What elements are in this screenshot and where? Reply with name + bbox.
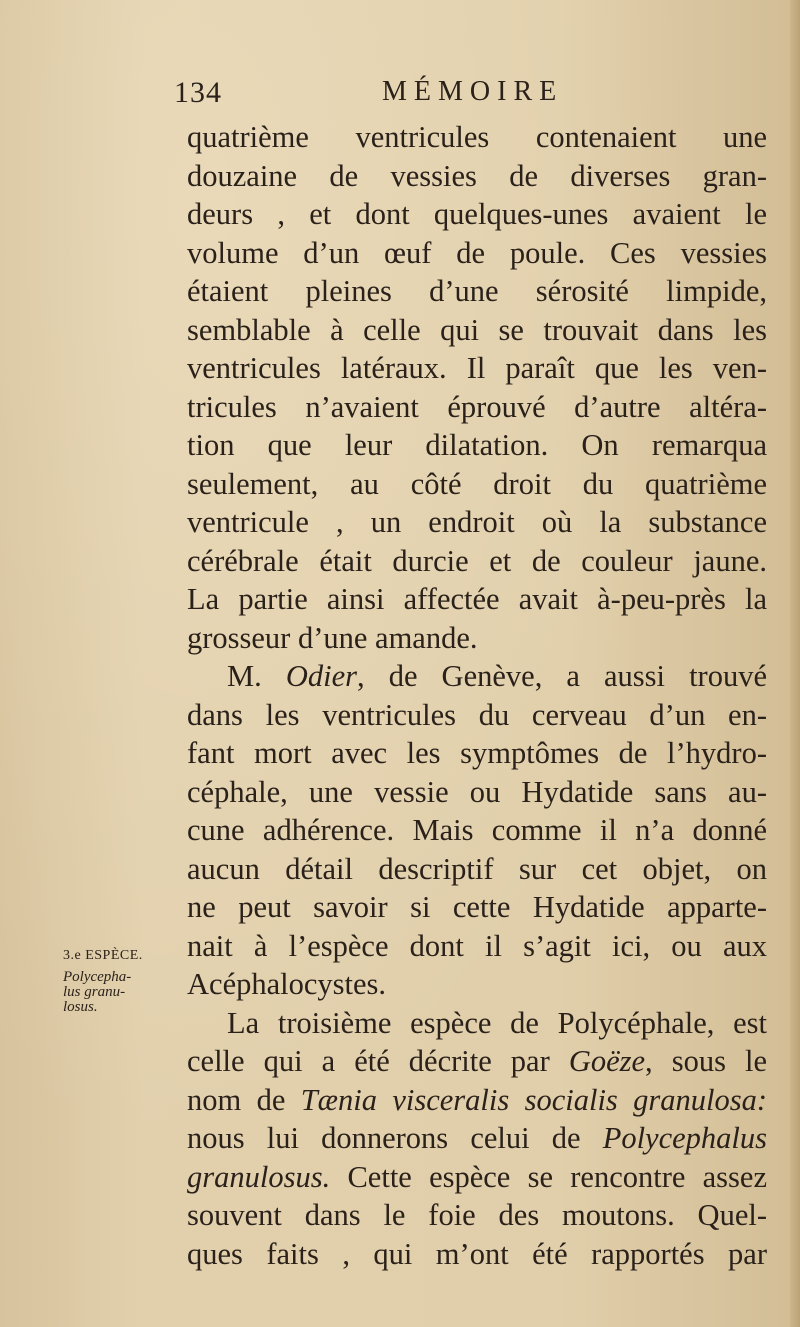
text-line	[187, 850, 767, 889]
text-line	[187, 927, 767, 966]
text-line	[187, 388, 767, 427]
text-line	[187, 503, 767, 542]
text-line	[187, 157, 767, 196]
text-line	[187, 311, 767, 350]
text-segment: dans les ventricules du cerveau d’un en-	[187, 697, 767, 732]
text-line	[187, 195, 767, 234]
text-segment: cune adhérence. Mais comme il n’a donné	[187, 813, 767, 847]
text-segment: tion que leur dilatation. On remarqua	[187, 428, 767, 462]
italic-text: Goëze	[568, 1044, 646, 1078]
text-segment: ne peut savoir si cette Hydatide apparte-	[187, 890, 767, 924]
text-segment: deurs , et dont quelques-unes avaient le	[187, 197, 767, 231]
text-segment: aucun détail descriptif sur cet objet, on	[187, 851, 767, 886]
text-line	[187, 696, 767, 735]
text-segment: nait à l’espèce dont il s’agit ici, ou aux	[187, 928, 767, 963]
margin-note-species-line: losus.	[63, 999, 98, 1015]
text-line	[187, 465, 767, 504]
margin-note-label: 3.e ESPÈCE.	[63, 948, 143, 963]
text-line	[187, 1196, 767, 1235]
text-segment: , de Genève, a aussi trouvé	[357, 659, 767, 693]
text-segment: ques faits , qui m’ont été rapportés par	[187, 1236, 767, 1271]
text-line	[187, 811, 767, 850]
text-segment: douzaine de vessies de diverses gran-	[187, 158, 767, 193]
text-segment: souvent dans le foie des moutons. Quel-	[187, 1198, 767, 1232]
text-segment: céphale, une vessie ou Hydatide sans au-	[187, 774, 767, 809]
text-line	[187, 272, 767, 311]
text-segment: ventricules latéraux. Il paraît que les ven-	[187, 351, 767, 385]
text-line	[187, 965, 767, 1004]
text-segment: quatrième ventricules contenaient une	[187, 120, 767, 154]
text-line	[187, 1081, 767, 1120]
text-segment: semblable à celle qui se trouvait dans les	[187, 312, 767, 347]
body-text	[187, 118, 767, 1273]
text-line	[187, 426, 767, 465]
text-segment: seulement, au côté droit du quatrième	[187, 466, 767, 501]
page-number: 134	[174, 76, 222, 109]
italic-text: granulosus.	[187, 1159, 331, 1194]
text-segment: volume d’un œuf de poule. Ces vessies	[187, 235, 767, 270]
text-line	[187, 1235, 767, 1274]
text-line	[187, 773, 767, 812]
text-line	[187, 542, 767, 581]
text-segment: celle qui a été décrite par	[187, 1044, 569, 1078]
text-segment: tricules n’avaient éprouvé d’autre altéra-	[187, 389, 767, 424]
italic-text: Tænia visceralis socialis granulosa:	[300, 1082, 767, 1117]
text-segment: nom de	[187, 1082, 301, 1117]
text-line	[187, 234, 767, 273]
text-line	[187, 1004, 767, 1043]
running-title: MÉMOIRE	[382, 76, 564, 107]
text-segment: fant mort avec les symptômes de l’hydro-	[187, 736, 767, 770]
text-segment: Cette espèce se rencontre assez	[330, 1159, 767, 1194]
text-line	[187, 580, 767, 619]
text-line	[187, 349, 767, 388]
text-line	[187, 1042, 767, 1081]
text-line	[187, 657, 767, 696]
italic-text: Odier	[285, 659, 357, 693]
text-segment: étaient pleines d’une sérosité limpide,	[187, 274, 767, 308]
text-line	[187, 619, 767, 658]
text-line	[187, 118, 767, 157]
running-head	[170, 76, 770, 116]
text-segment: , sous le	[645, 1044, 768, 1078]
text-line	[187, 1119, 767, 1158]
text-segment: La troisième espèce de Polycéphale, est	[227, 1005, 767, 1040]
text-segment: cérébrale était durcie et de couleur jaune.	[187, 543, 767, 578]
margin-note-species-line: Polycepha-	[63, 969, 132, 985]
italic-text: Polycephalus	[602, 1121, 767, 1155]
text-segment: grosseur d’une amande.	[187, 620, 478, 655]
margin-note	[63, 948, 181, 1015]
page-edge	[790, 0, 800, 1327]
text-segment: ventricule , un endroit où la substance	[187, 505, 767, 539]
text-segment: nous lui donnerons celui de	[187, 1121, 603, 1155]
text-segment: M.	[227, 659, 286, 693]
text-segment: Acéphalocystes.	[187, 967, 387, 1001]
text-segment: La partie ainsi affectée avait à-peu-près la	[187, 582, 767, 616]
text-line	[187, 888, 767, 927]
text-line	[187, 734, 767, 773]
margin-note-species-line: lus granu-	[63, 984, 126, 1000]
text-line	[187, 1158, 767, 1197]
